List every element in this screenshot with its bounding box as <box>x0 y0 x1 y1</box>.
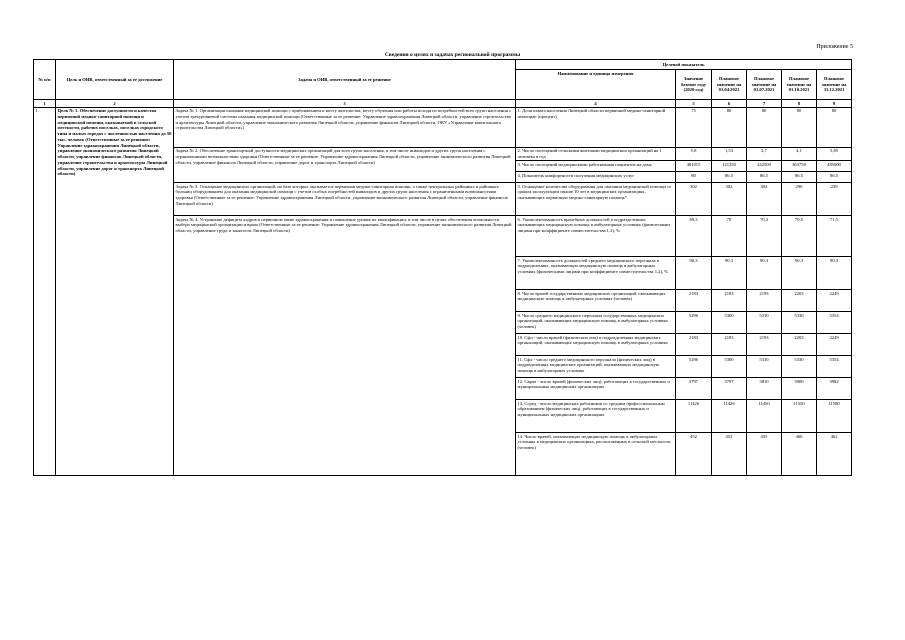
indicator-name: 4. Показатель комфортности получения медицинских услуг <box>516 172 676 183</box>
indicator-value: 2183 <box>676 290 712 312</box>
indicator-value: 2193 <box>747 290 782 312</box>
goal-cell: Цель № 1. Обеспечение доступности и качества первичной медико-санитарной помощи и медицинской помощи, оказываемой в сельской местности, рабочих поселках, поселках городского типа и малых городах с численностью населения до 50 тыс. человек (Ответственные за ее решение: Управление здравоохранения Липецкой области, управление экономического развития Липецкой области, управление финансов Липецкой области, управление строительства и архитектуры Липецкой области, управление дорог и транспорта Липецкой области) <box>56 107 174 475</box>
indicator-name: 9. Число среднего медицинского персонала государственных медицинских организаций, оказывающих медицинскую помощь в амбулаторных условиях (человек) <box>516 312 676 334</box>
indicator-value: 71,5 <box>817 216 852 257</box>
indicator-name: 10. Сфл - число врачей (физических лиц) в подразделениях медицинских организаций, оказывающих медицинскую помощь в амбулаторных условиях <box>516 334 676 356</box>
indicator-value: 2203 <box>782 334 817 356</box>
indicator-value: 3797 <box>676 378 712 400</box>
task-cell: Задача № 2. Обеспечение транспортной доступности медицинских организаций для всех групп населения, в том числе инвалидов и других групп населения с ограниченными возможностями здоровья (Ответственные за ее решение: Управление здравоохранения Липецкой области, управление экономического развития Липецкой области, управление финансов Липецкой области, управление дорог и транспорта Липецкой области) <box>174 147 516 182</box>
task-cell: Задача № 3. Оснащение медицинских организаций, на базе которых оказывается первичная медико-санитарная помощь, а также центральных районных и районных больниц оборудованием для оказания медицинской помощи с учетом особых потребностей инвалидов и других групп населения с ограниченными возможностями здоровья (Ответственные за ее решение: Управление здравоохранения Липецкой области, управление экономического развития Липецкой области, управление финансов Липецкой области) <box>174 183 516 216</box>
indicator-value: 302 <box>747 183 782 216</box>
indicator-value: 70,3 <box>747 216 782 257</box>
indicator-value: 2,7 <box>747 147 782 160</box>
indicator-value: 5296 <box>676 312 712 334</box>
indicator-value: 452 <box>676 433 712 476</box>
indicator-value: 5300 <box>712 312 747 334</box>
indicator-value: 86,5 <box>817 172 852 183</box>
indicator-name: 3. Число посещений медицинскими работниками пациентов на дому <box>516 161 676 172</box>
indicator-row <box>34 107 852 147</box>
indicator-value: 86,5 <box>782 172 817 183</box>
indicator-value: 90,3 <box>747 257 782 290</box>
appendix-label: Приложение 5 <box>816 44 853 50</box>
indicator-value: 2183 <box>712 334 747 356</box>
col-number: 2 <box>56 100 174 108</box>
col-number: 5 <box>676 100 712 108</box>
header-p2: Плановое значение на 01.07.2021 <box>747 70 782 100</box>
indicator-name: 8. Число врачей государственных медицинских организаций, оказывающих медицинскую помощь в амбулаторных условиях (человек) <box>516 290 676 312</box>
indicator-value: 363750 <box>782 161 817 172</box>
indicator-value: 485000 <box>817 161 852 172</box>
indicator-value: 5310 <box>747 312 782 334</box>
indicator-value: 455 <box>747 433 782 476</box>
indicator-value: 5354 <box>817 356 852 378</box>
indicator-value: 80 <box>676 172 712 183</box>
indicator-name: 1. Доля охвата населения Липецкой области первичной медико-санитарной помощью (процент) <box>516 107 676 147</box>
col-number: 1 <box>34 100 56 108</box>
indicator-value: 5296 <box>676 356 712 378</box>
indicator-name: 11. Сфл - число среднего медицинского персонала (физических лиц) в подразделениях медицинских организаций, оказывающих медицинскую помощь в амбулаторных условиях <box>516 356 676 378</box>
indicator-name: 13. Ссред - число медицинских работников со средним профессиональным образованием (физических лиц), работающих в государственных и муниципальных медицинских организациях <box>516 400 676 433</box>
document-title: Сведения о целях и задачах региональной программы <box>384 52 521 58</box>
col-number: 8 <box>782 100 817 108</box>
indicator-value: 290 <box>782 183 817 216</box>
indicator-value: 3797 <box>712 378 747 400</box>
header-indicator: Наименование и единица измерения <box>516 70 676 100</box>
indicator-value: 80 <box>712 107 747 147</box>
col-number: 7 <box>747 100 782 108</box>
indicator-value: 2193 <box>747 334 782 356</box>
header-task: Задача и ОИВ, ответственный за ее решение <box>174 60 516 100</box>
header-target: Целевой показатель <box>516 60 852 70</box>
indicator-value: 90,3 <box>817 257 852 290</box>
indicator-value: 70 <box>712 216 747 257</box>
indicator-value: 5,85 <box>817 147 852 160</box>
indicator-value: 80 <box>817 107 852 147</box>
indicator-value: 2183 <box>712 290 747 312</box>
col-number: 3 <box>174 100 516 108</box>
indicator-name: 14. Число врачей, оказывающих медицинскую помощь в амбулаторных условиях в медицинских организациях, расположенных в сельской местности (человек) <box>516 433 676 476</box>
indicator-value: 242500 <box>747 161 782 172</box>
indicator-value: 5330 <box>782 312 817 334</box>
header-p1: Плановое значение на 01.04.2021 <box>712 70 747 100</box>
header-goal: Цель и ОИВ, ответственный за ее достижение <box>56 60 174 100</box>
indicator-value: 75 <box>676 107 712 147</box>
col-number: 9 <box>817 100 852 108</box>
indicator-value: 4,1 <box>782 147 817 160</box>
task-cell: Задача № 1. Организация оказания медицинской помощи с приближением к месту жительства, месту обучения или работы исходя из потребностей всех групп населения с учетом трехуровневой системы оказания медицинской помощи (Ответственные за ее решение: Управление здравоохранения Липецкой области, управление строительства и архитектуры Липецкой области, управление экономического развития Липецкой области, управление финансов Липецкой области, ОКУ «Управление капитального строительства Липецкой области») <box>174 107 516 147</box>
indicator-value: 11550 <box>782 400 817 433</box>
indicator-value: 452 <box>712 433 747 476</box>
header-p3: Плановое значение на 01.10.2021 <box>782 70 817 100</box>
indicator-value: 90,3 <box>712 257 747 290</box>
indicator-name: 5. Оснащение количества оборудования для оказания медицинской помощи со сроком эксплуатации свыше 10 лет в медицинских организациях, оказывающих первичную медико-санитарную помощь* <box>516 183 676 216</box>
indicator-value: 239 <box>817 183 852 216</box>
indicator-value: 302 <box>676 183 712 216</box>
indicator-value: 11426 <box>676 400 712 433</box>
header-no: № п/п <box>34 60 56 100</box>
indicator-value: 5354 <box>817 312 852 334</box>
indicator-value: 2183 <box>676 334 712 356</box>
indicator-name: 2. Число посещений сельскими жителями медицинских организаций на 1 человека в год <box>516 147 676 160</box>
col-number: 4 <box>516 100 676 108</box>
indicator-name: 6. Укомплектованность врачебных должностей в подразделениях, оказывающих медицинскую помощь в амбулаторных условиях (физическими лицами при коэффициенте совместительства 1,2), % <box>516 216 676 257</box>
indicator-value: 481015 <box>676 161 712 172</box>
header-p4: Плановое значение на 31.12.2021 <box>817 70 852 100</box>
indicator-value: 3982 <box>817 378 852 400</box>
indicator-value: 69,3 <box>676 216 712 257</box>
col-number: 6 <box>712 100 747 108</box>
indicator-value: 70,5 <box>782 216 817 257</box>
indicator-value: 460 <box>782 433 817 476</box>
header-base: Значение базовое году (2020 год) <box>676 70 712 100</box>
indicator-value: 3900 <box>782 378 817 400</box>
indicator-name: 7. Укомплектованность должностей среднего медицинского персонала в подразделениях, оказывающих медицинскую помощь в амбулаторных условиях (физическими лицами при коэффициенте совместительства 1,2), % <box>516 257 676 290</box>
indicator-value: 5330 <box>782 356 817 378</box>
indicator-value: 11450 <box>747 400 782 433</box>
indicator-value: 462 <box>817 433 852 476</box>
indicator-value: 5300 <box>712 356 747 378</box>
indicator-value: 86,5 <box>747 172 782 183</box>
indicator-value: 1,53 <box>712 147 747 160</box>
indicator-value: 121250 <box>712 161 747 172</box>
indicator-value: 2203 <box>782 290 817 312</box>
indicator-value: 86,5 <box>712 172 747 183</box>
indicator-value: 80 <box>747 107 782 147</box>
indicator-value: 90,3 <box>676 257 712 290</box>
indicator-value: 80 <box>782 107 817 147</box>
indicator-value: 11580 <box>817 400 852 433</box>
indicator-name: 12. Сврач - число врачей (физических лиц), работающих в государственных и муниципальных медицинских организациях <box>516 378 676 400</box>
indicator-value: 302 <box>712 183 747 216</box>
indicator-value: 5,8 <box>676 147 712 160</box>
row-number: 1. <box>34 107 56 475</box>
indicator-value: 2249 <box>817 290 852 312</box>
program-table <box>33 59 852 476</box>
indicator-value: 90,3 <box>782 257 817 290</box>
task-cell: Задача № 4. Устранение дефицита кадров в первичном звене здравоохранения и повышение уровня их квалификации, в том числе в целях обеспечения возможности выбора медицинской организации и врача (Ответственные за ее решение: Управление здравоохранения Липецкой области, управление экономического развития Липецкой области, управление труда и занятости Липецкой области) <box>174 216 516 476</box>
indicator-value: 3810 <box>747 378 782 400</box>
indicator-value: 2249 <box>817 334 852 356</box>
indicator-value: 5310 <box>747 356 782 378</box>
indicator-value: 11426 <box>712 400 747 433</box>
